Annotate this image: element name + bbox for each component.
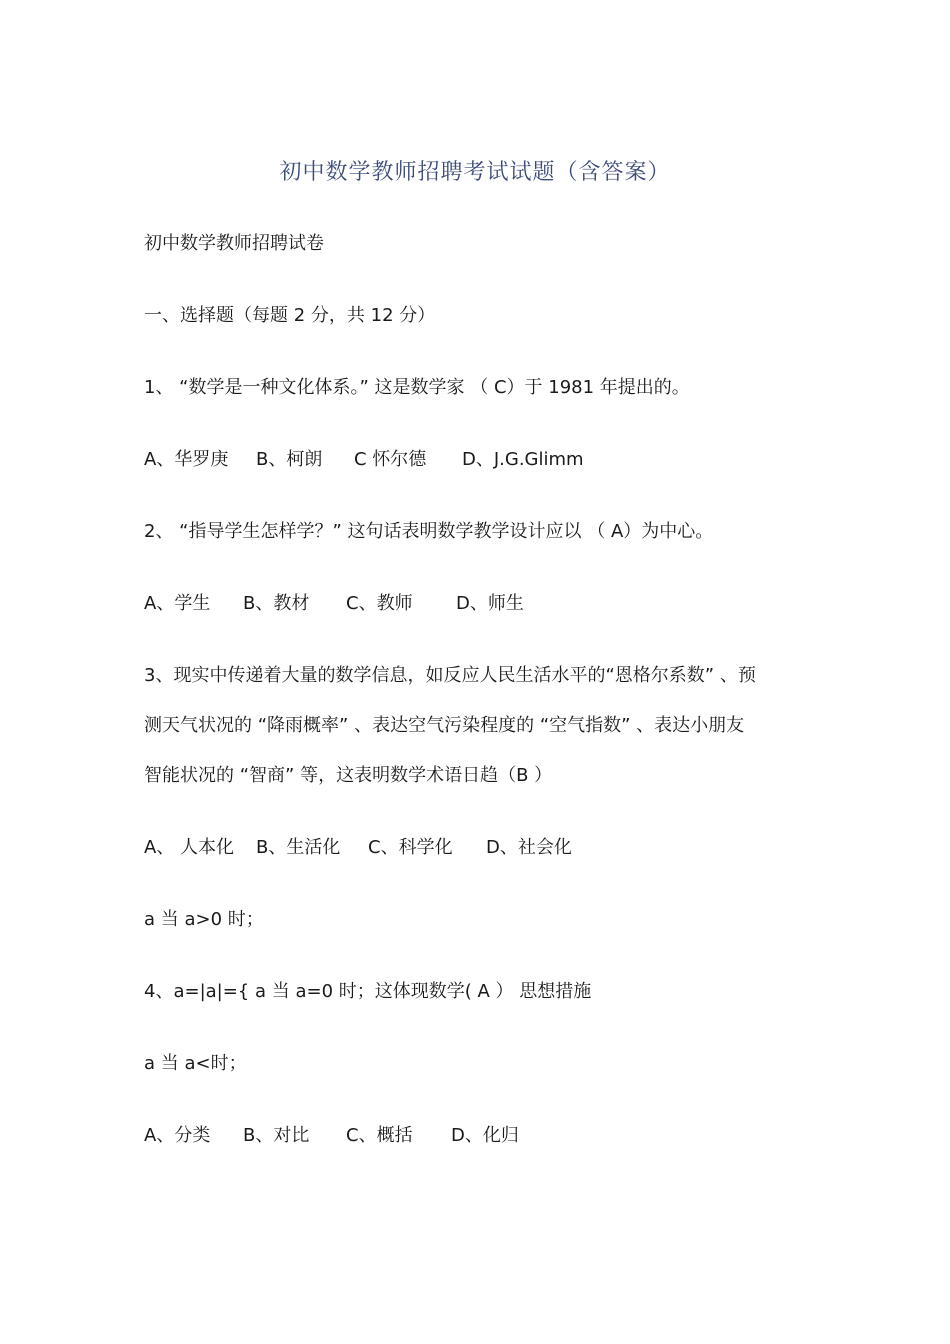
question-1-options bbox=[144, 448, 584, 472]
option-b: B、生活化 bbox=[256, 837, 341, 858]
option-a: A、 人本化 bbox=[144, 837, 235, 858]
option-d: D、师生 bbox=[456, 593, 524, 614]
option-c: C、概括 bbox=[346, 1125, 413, 1146]
document-title: 初中数学教师招聘考试试题（含答案） bbox=[279, 160, 671, 185]
question-3-options bbox=[144, 836, 572, 860]
option-a: A、华罗庚 bbox=[144, 449, 229, 470]
section-heading: 一、选择题（每题 2 分，共 12 分） bbox=[144, 305, 436, 326]
question-1-text: 1、 “数学是一种文化体系。” 这是数学家 （ C）于 1981 年提出的。 bbox=[144, 377, 690, 398]
option-a: A、学生 bbox=[144, 593, 211, 614]
option-c: C、教师 bbox=[346, 593, 413, 614]
question-4-case-negative: a 当 a<时； bbox=[144, 1053, 247, 1074]
option-d: D、社会化 bbox=[486, 837, 572, 858]
question-2-options bbox=[144, 592, 524, 616]
paper-subtitle: 初中数学教师招聘试卷 bbox=[144, 233, 324, 254]
question-3-line-3: 智能状况的 “智商” 等，这表明数学术语日趋（B ） bbox=[144, 765, 553, 786]
question-4-options bbox=[144, 1124, 519, 1148]
option-a: A、分类 bbox=[144, 1125, 211, 1146]
option-b: B、教材 bbox=[243, 593, 310, 614]
question-3-line-2: 测天气状况的 “降雨概率” 、表达空气污染程度的 “空气指数” 、表达小朋友 bbox=[144, 715, 745, 736]
question-2-text: 2、 “指导学生怎样学？” 这句话表明数学教学设计应以 （ A）为中心。 bbox=[144, 521, 714, 542]
question-3-line-1: 3、现实中传递着大量的数学信息，如反应人民生活水平的“恩格尔系数” 、预 bbox=[144, 665, 756, 686]
option-d: D、化归 bbox=[451, 1125, 519, 1146]
option-b: B、对比 bbox=[243, 1125, 310, 1146]
question-4-case-positive: a 当 a>0 时； bbox=[144, 909, 264, 930]
option-b: B、柯朗 bbox=[256, 449, 323, 470]
option-c: C 怀尔德 bbox=[354, 449, 427, 470]
question-4-text: 4、a=|a|={ a 当 a=0 时；这体现数学( A ） 思想措施 bbox=[144, 981, 592, 1002]
option-c: C、科学化 bbox=[368, 837, 453, 858]
option-d: D、J.G.Glimm bbox=[462, 449, 584, 470]
